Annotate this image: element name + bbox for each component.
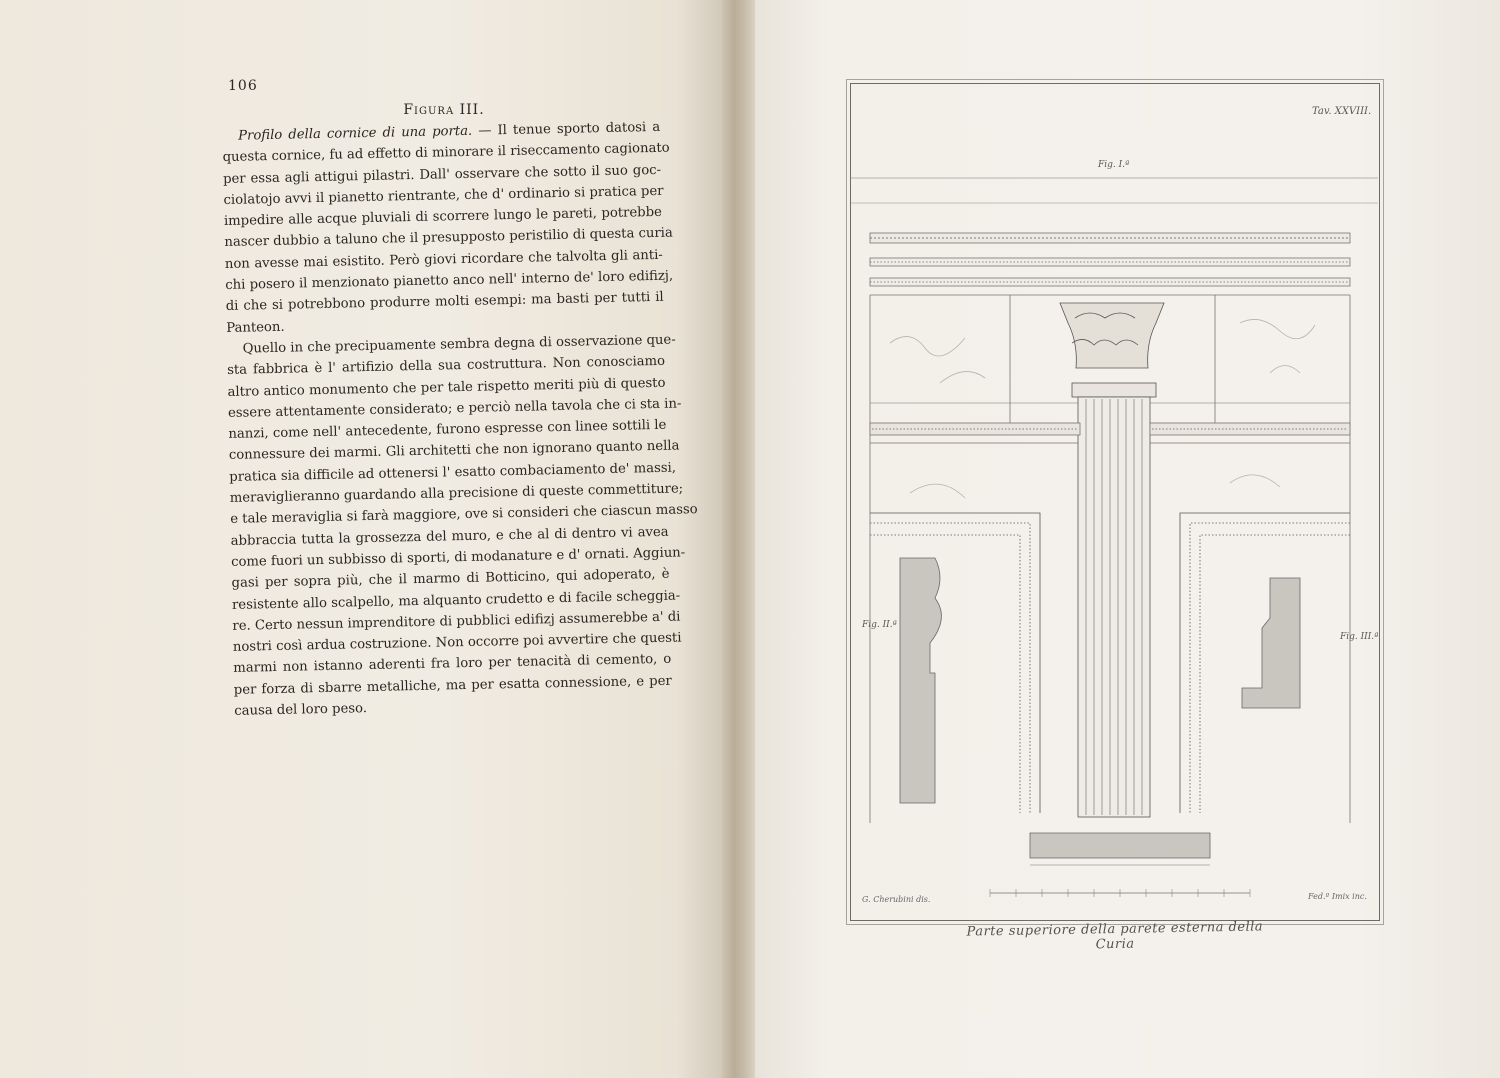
architectural-plate	[850, 83, 1378, 919]
text-line: Quello in che precipuamente sembra degna di osservazione que-	[242, 332, 676, 357]
text-line: ciolatojo avvi il pianetto rientrante, che d' ordinario si pratica per	[223, 183, 664, 208]
text-line: per essa agli attigui pilastri. Dall' osservare che sotto il suo goc-	[222, 162, 662, 187]
text-line: Profilo della cornice di una porta. — Il tenue sporto datosi a	[238, 119, 661, 144]
text-line: per forza di sbarre metalliche, ma per esatta connessione, e per	[233, 673, 672, 698]
text-line: connessure dei marmi. Gli architetti che non ignorano quanto nella	[228, 438, 680, 464]
engraver-credit: Fed.º Imix inc.	[1308, 892, 1367, 901]
text-line: re. Certo nessun imprenditore di pubblici edifizj assumerebbe a' di	[232, 609, 681, 634]
fig-3-label: Fig. III.ª	[1340, 632, 1379, 642]
text-line: sta fabbrica è l' artifizio della sua costruttura. Non conosciamo	[226, 354, 666, 379]
text-line: pratica sia difficile ad ottenersi l' esatto combaciamento de' massi,	[229, 460, 677, 485]
text-line: non avesse mai esistito. Però giovi ricordare che talvolta gli anti-	[224, 247, 663, 272]
text-line: di che si potrebbono produrre molti esempi: ma basti per tutti il	[225, 290, 664, 315]
plate-caption: Parte superiore della parete esterna della Curia	[966, 919, 1264, 953]
fig-1-label: Fig. I.ª	[1098, 160, 1130, 170]
text-line: nostri così ardua costruzione. Non occorre poi avvertire che questi	[232, 630, 682, 656]
fig-2-label: Fig. II.ª	[862, 620, 897, 630]
text-line: nascer dubbio a taluno che il presupposto peristilio di questa curia	[224, 226, 673, 251]
text-line: e tale meraviglia si farà maggiore, ove si consideri che ciascun masso	[230, 502, 698, 528]
text-line: causa del loro peso.	[234, 701, 368, 719]
lead-italic: Profilo della cornice di una porta.	[238, 123, 473, 144]
draftsman-credit: G. Cherubini dis.	[862, 895, 931, 904]
text-line: altro antico monumento che per tale rispetto meriti più di questo	[227, 375, 666, 400]
page-number: 106	[228, 78, 258, 94]
plate-number: Tav. XXVIII.	[1312, 106, 1372, 117]
text-line: Panteon.	[226, 319, 285, 336]
text-line: impedire alle acque pluviali di scorrere lungo le pareti, potrebbe	[223, 204, 663, 230]
body-text	[222, 117, 698, 722]
text-line: resistente allo scalpello, ma alquanto crudetto e di facile scheggia-	[231, 588, 681, 613]
text-line: questa cornice, fu ad effetto di minorare il riseccamento cagionato	[222, 140, 670, 166]
figure-heading: Figura III.	[403, 102, 485, 118]
text-line: come fuori un subbisso di sporti, di modanature e d' ornati. Aggiun-	[230, 545, 686, 570]
text-line: gasi per sopra più, che il marmo di Botticino, qui adoperato, è	[231, 566, 670, 592]
text-line: meraviglieranno guardando alla precisione di queste commettiture;	[229, 481, 684, 506]
text-line: marmi non istanno aderenti fra loro per tenacità di cemento, o	[233, 652, 672, 677]
text-line: chi posero il menzionato pianetto anco nell' interno de' loro edifizj,	[225, 268, 674, 294]
text-line: essere attentamente considerato; e perciò nella tavola che ci sta in-	[227, 396, 682, 421]
text-line: nanzi, come nell' antecedente, furono espresse con linee sottili le	[228, 417, 667, 443]
text-line: abbraccia tutta la grossezza del muro, e che al di dentro vi avea	[230, 524, 669, 549]
